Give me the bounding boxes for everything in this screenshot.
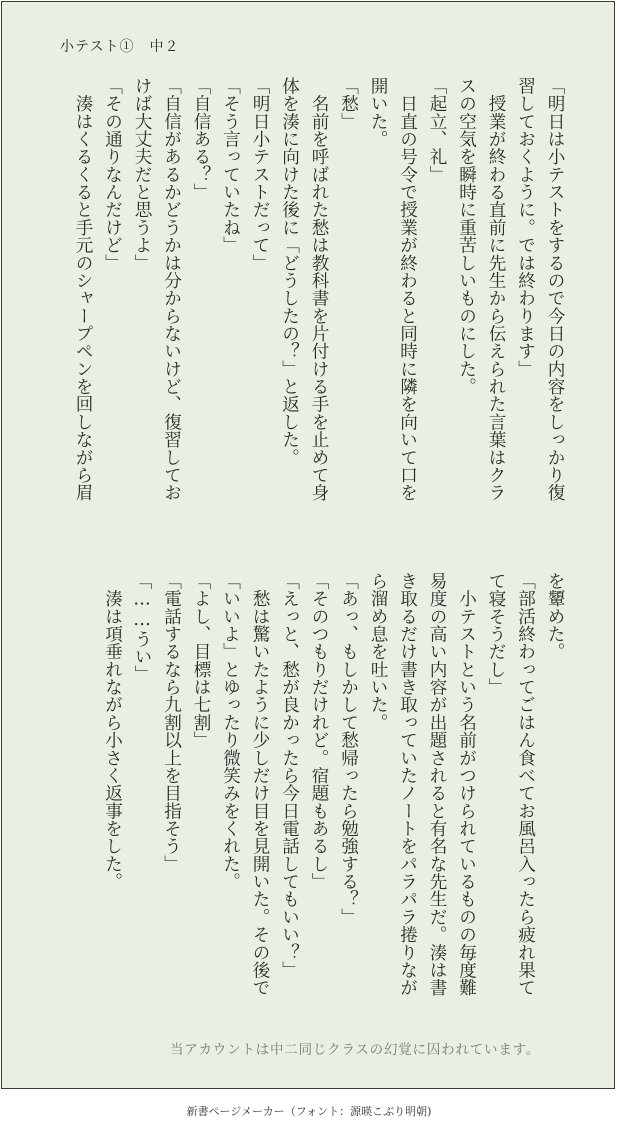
text-column: 「そのつもりだけれど。宿題もあるし」 xyxy=(309,572,329,891)
text-column: 「起立、礼」 xyxy=(427,77,447,184)
text-column: 「あっ、もしかして愁帰ったら勉強する？」 xyxy=(338,572,359,926)
text-column: 「自信があるかどうかは分からないけど、復習してお xyxy=(161,77,182,502)
text-column: 「愁」 xyxy=(338,77,359,131)
text-column: 「自信ある？」 xyxy=(191,77,211,201)
text-column: けば大丈夫だと思うよ」 xyxy=(132,77,152,272)
manuscript-page xyxy=(1,1,615,1089)
page-title: 小テスト① 中２ xyxy=(60,39,180,55)
text-column: 湊はくるくると手元のシャープペンを回しながら眉 xyxy=(73,77,93,502)
text-column: 授業が終わる直前に先生から伝えられた言葉はクラ xyxy=(486,77,506,502)
text-column: 名前を呼ばれた愁は教科書を片付ける手を止めて身 xyxy=(309,77,329,502)
text-column: 習しておくように。では終わります」 xyxy=(515,77,536,378)
generator-caption: 新書ページメーカー（フォント：源暎こぶり明朝) xyxy=(186,1105,432,1118)
text-column: 愁は驚いたように少しだけ目を見開いた。その後で xyxy=(250,572,270,997)
text-column: 「……うい」 xyxy=(132,572,152,683)
text-column: 易度の高い内容が出題されると有名な先生だ。湊は書 xyxy=(427,572,447,997)
text-column: 「その通りなんだけど」 xyxy=(102,77,123,272)
text-column: 「えっと、愁が良かったら今日電話してもいい？」 xyxy=(279,572,300,979)
text-column: 「そう言っていたね」 xyxy=(220,77,241,254)
text-column: 「明日小テストだって」 xyxy=(250,77,270,272)
text-column: スの空気を瞬時に重苦しいものにした。 xyxy=(456,77,477,396)
text-column: 「明日は小テストをするので今日の内容をしっかり復 xyxy=(545,77,565,502)
text-column: 湊は項垂れながら小さく返事をした。 xyxy=(102,572,123,891)
text-column: 小テストという名前がつけられているものの毎度難 xyxy=(456,572,477,997)
text-column: を顰めた。 xyxy=(545,572,565,661)
text-column: 体を湊に向けた後に「どうしたの？」と返した。 xyxy=(279,77,300,466)
account-note: 当アカウントは中二同じクラスの幻覚に囚われています。 xyxy=(170,1042,541,1058)
text-column: 開いた。 xyxy=(368,77,388,148)
text-column: ら溜め息を吐いた。 xyxy=(368,572,388,732)
text-column: 「部活終わってごはん食べてお風呂入ったら疲れ果て xyxy=(515,572,536,997)
text-column: 日直の号令で授業が終わると同時に隣を向いて口を xyxy=(397,77,418,502)
text-column: 「よし、目標は七割」 xyxy=(191,572,211,749)
text-column: 「いいよ」とゆったり微笑みをくれた。 xyxy=(220,572,241,891)
text-column: 「電話するなら九割以上を目指そう」 xyxy=(161,572,182,873)
text-column: き取るだけ書き取っていたノートをパラパラ捲りなが xyxy=(397,572,418,997)
text-column: て寝そうだし」 xyxy=(486,572,506,696)
